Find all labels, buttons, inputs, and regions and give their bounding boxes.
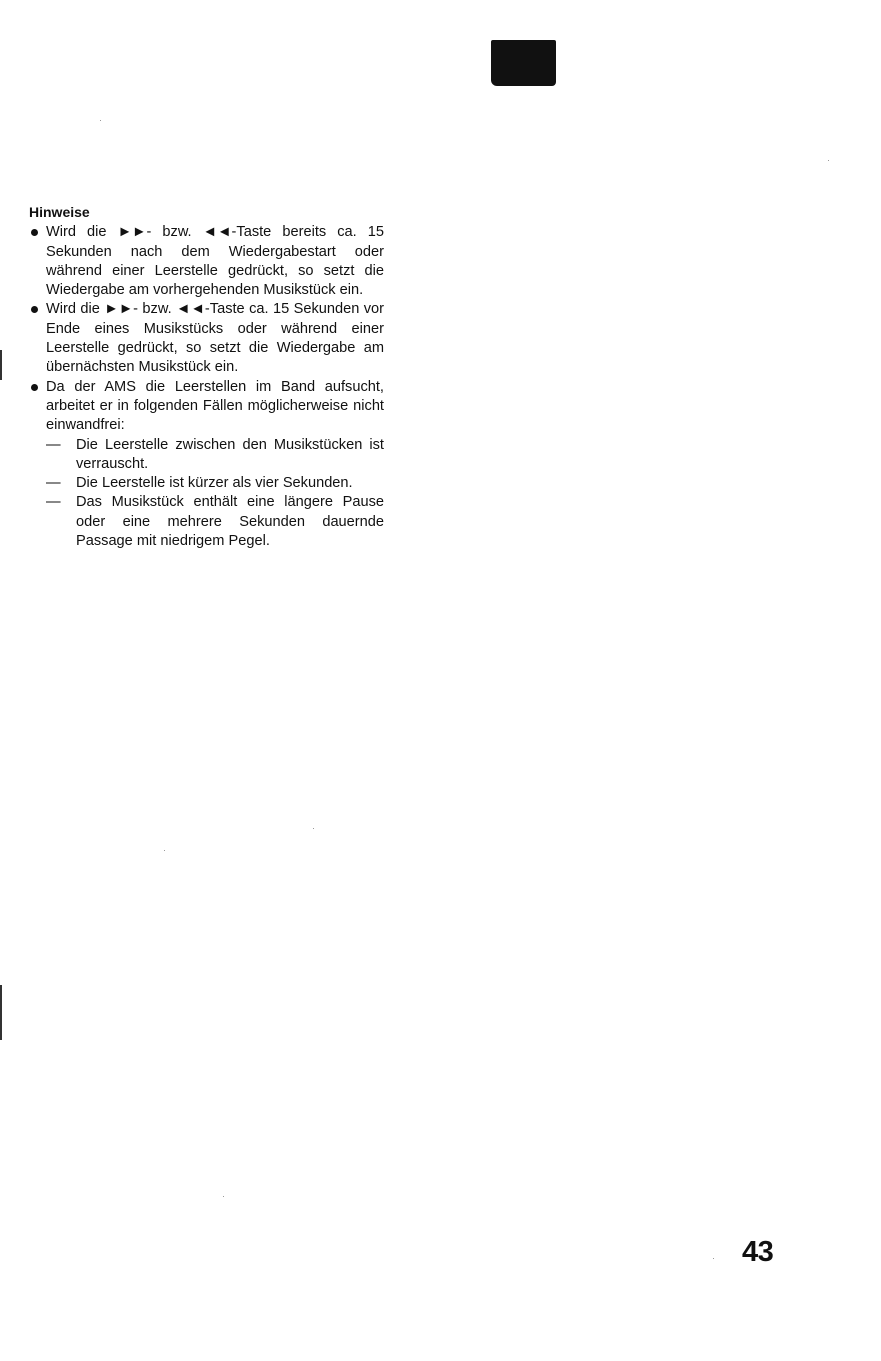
note-bullet-item: [29, 300, 384, 377]
scan-speck: [100, 120, 101, 121]
scan-speck: [713, 1258, 714, 1259]
note-dash-item: [46, 474, 384, 493]
note-dash-text: Die Leerstelle ist kürzer als vier Sekunden.: [76, 475, 353, 492]
scan-speck: [828, 160, 829, 161]
dash-marker: —: [46, 494, 61, 511]
notes-section: [29, 203, 384, 551]
scan-speck: [164, 850, 165, 851]
bullet-dot-icon: [31, 384, 38, 391]
dash-marker: —: [46, 436, 61, 453]
binding-edge-mark: [0, 350, 2, 380]
section-tab-marker: [491, 40, 556, 86]
scan-speck: [223, 1196, 224, 1197]
binding-edge-mark: [0, 985, 2, 1040]
note-bullet-text: Da der AMS die Leerstellen im Band aufsucht, arbeitet er in folgenden Fällen möglicherweise nicht einwandfrei:: [46, 378, 384, 434]
note-dash-text: Die Leerstelle zwischen den Musikstücken ist verrauscht.: [76, 436, 384, 472]
note-bullet-item: [29, 223, 384, 300]
notes-heading: Hinweise: [29, 204, 90, 220]
note-bullet-text: Wird die ►►- bzw. ◄◄-Taste ca. 15 Sekunden vor Ende eines Musikstücks oder während einer Leerstelle gedrückt, so setzt die Wiedergabe am übernächsten Musikstück ein.: [46, 301, 384, 376]
page-number: 43: [742, 1236, 774, 1268]
scan-speck: [313, 828, 314, 829]
note-bullet-text: Wird die ►►- bzw. ◄◄-Taste bereits ca. 15 Sekunden nach dem Wiedergabestart oder während einer Leerstelle gedrückt, so setzt die Wiedergabe am vorhergehenden Musikstück ein.: [46, 224, 384, 299]
note-dash-text: Das Musikstück enthält eine längere Pause oder eine mehrere Sekunden dauernde Passage mit niedrigem Pegel.: [76, 494, 384, 550]
bullet-dot-icon: [31, 229, 38, 236]
dash-marker: —: [46, 475, 61, 492]
note-dash-item: [46, 436, 384, 475]
note-bullet-item: [29, 378, 384, 436]
bullet-dot-icon: [31, 306, 38, 313]
note-dash-item: [46, 493, 384, 551]
